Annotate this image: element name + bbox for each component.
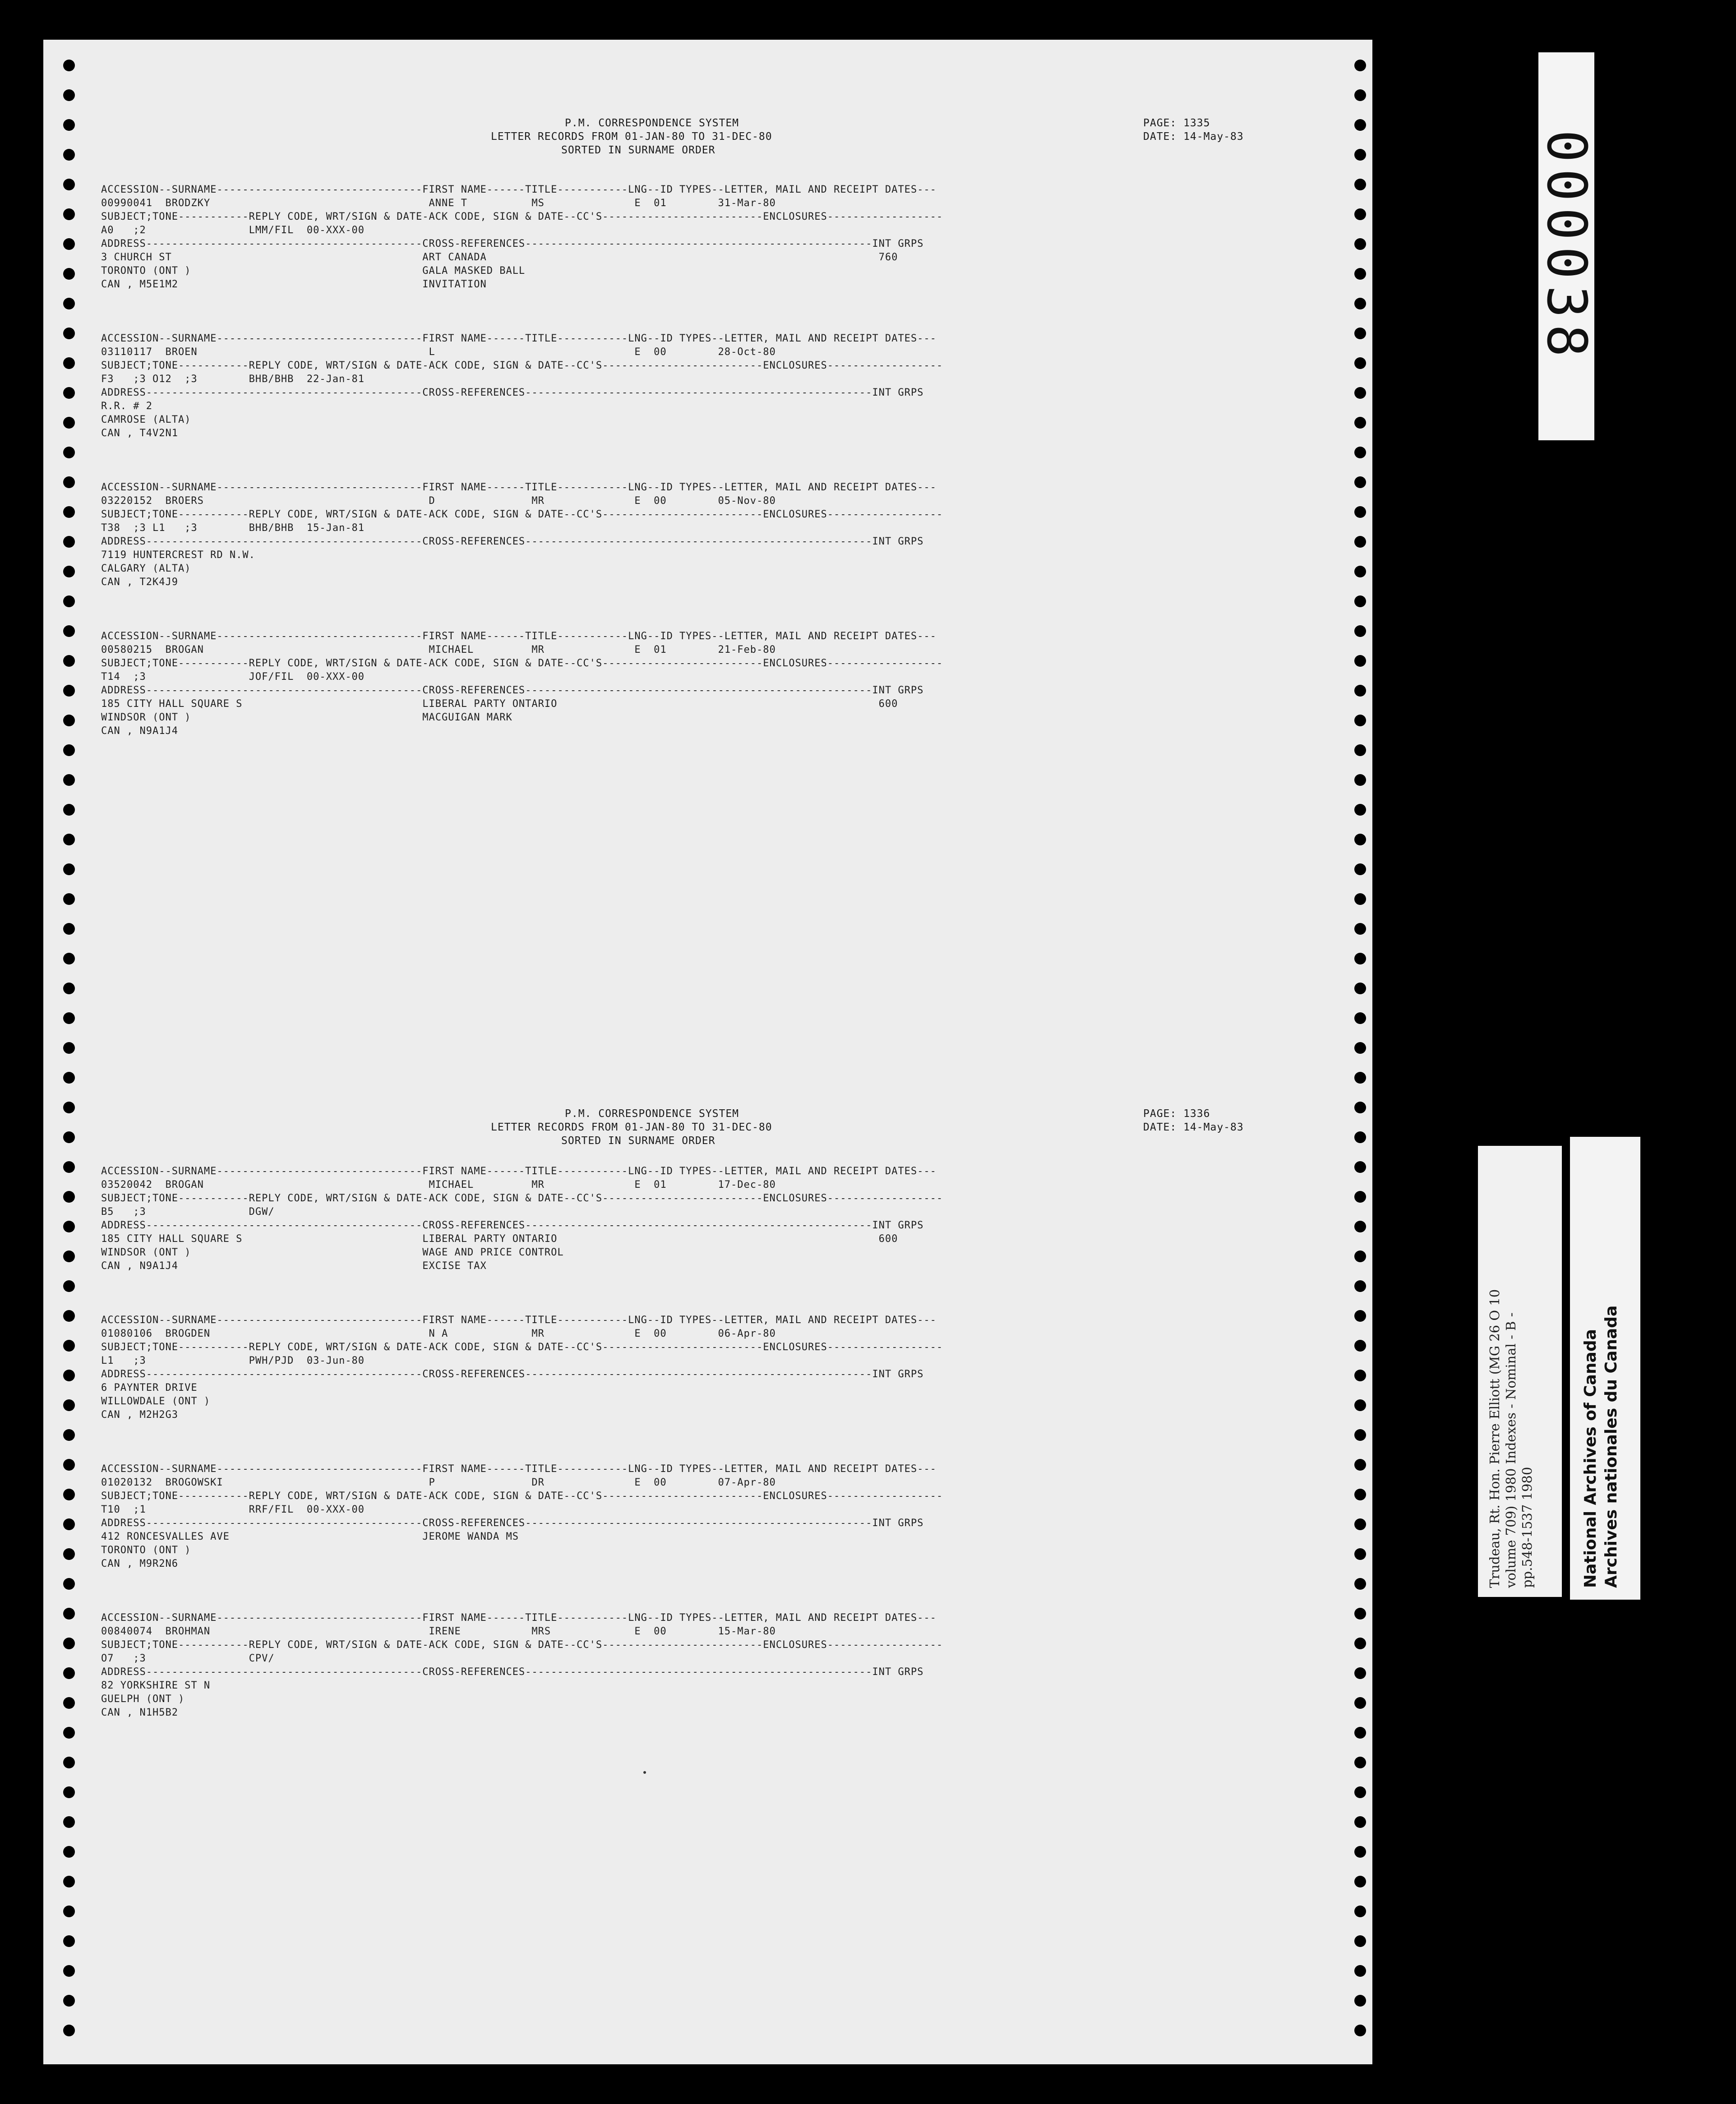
- tractor-hole: [63, 655, 75, 667]
- record-identity-row: 01020132 BROGOWSKI P DR E 00 07-Apr-80: [101, 1477, 776, 1488]
- record-address-line: 185 CITY HALL SQUARE S LIBERAL PARTY ONTARIO 600: [101, 1233, 898, 1245]
- record-header-row: ACCESSION--SURNAME--------------------------------FIRST NAME------TITLE-----------LNG--ID TYPES--LETTER, MAIL AND RECEIPT DATES---: [101, 1166, 937, 1177]
- tractor-hole: [1354, 1250, 1366, 1262]
- tractor-hole: [63, 1072, 75, 1084]
- tractor-hole: [63, 476, 75, 488]
- tractor-hole: [1354, 953, 1366, 964]
- tractor-hole: [1354, 1429, 1366, 1441]
- frame-number: 000038: [1535, 129, 1598, 363]
- record-header-row: ACCESSION--SURNAME--------------------------------FIRST NAME------TITLE-----------LNG--ID TYPES--LETTER, MAIL AND RECEIPT DATES---: [101, 482, 937, 493]
- tractor-hole: [1354, 1161, 1366, 1173]
- record-subject-row: B5 ;3 DGW/: [101, 1206, 275, 1218]
- record-address-line: TORONTO (ONT ): [101, 1545, 191, 1556]
- tractor-hole: [63, 1638, 75, 1649]
- tractor-hole: [1354, 1310, 1366, 1322]
- record-address-line: CAMROSE (ALTA): [101, 414, 191, 425]
- record-subject-row: O7 ;3 CPV/: [101, 1653, 275, 1664]
- record-header-row: ACCESSION--SURNAME--------------------------------FIRST NAME------TITLE-----------LNG--ID TYPES--LETTER, MAIL AND RECEIPT DATES---: [101, 184, 937, 195]
- record-address-line: TORONTO (ONT ) GALA MASKED BALL: [101, 265, 526, 277]
- tractor-hole: [1354, 89, 1366, 101]
- tractor-hole: [1354, 655, 1366, 667]
- record-subject-row: T38 ;3 L1 ;3 BHB/BHB 15-Jan-81: [101, 522, 365, 534]
- record-subject-header-row: SUBJECT;TONE-----------REPLY CODE, WRT/SIGN & DATE-ACK CODE, SIGN & DATE--CC'S-------------------------ENCLOSURES------------------: [101, 211, 943, 222]
- archive-name-fr: Archives nationales du Canada: [1602, 1305, 1621, 1588]
- catalog-line-2: volume 709) 1980 Indexes - Nominal - B -: [1503, 1312, 1519, 1588]
- tractor-hole: [1354, 715, 1366, 726]
- record-subject-row: T10 ;1 RRF/FIL 00-XXX-00: [101, 1504, 365, 1515]
- tractor-hole: [1354, 60, 1366, 71]
- tractor-hole: [1354, 1995, 1366, 2007]
- tractor-hole: [1354, 506, 1366, 518]
- record-identity-row: 00840074 BROHMAN IRENE MRS E 00 15-Mar-80: [101, 1626, 776, 1637]
- tractor-hole: [63, 1518, 75, 1530]
- record-identity-row: 01080106 BROGDEN N A MR E 00 06-Apr-80: [101, 1328, 776, 1339]
- tractor-hole: [63, 1102, 75, 1113]
- tractor-hole: [1354, 447, 1366, 458]
- printout-page: [43, 40, 1372, 2064]
- tractor-hole: [1354, 1935, 1366, 1947]
- tractor-hole: [1354, 1608, 1366, 1620]
- tractor-hole: [63, 1459, 75, 1471]
- record-subject-row: L1 ;3 PWH/PJD 03-Jun-80: [101, 1355, 365, 1366]
- record-address-line: CAN , N1H5B2: [101, 1707, 178, 1718]
- tractor-hole: [63, 1042, 75, 1054]
- tractor-hole: [63, 804, 75, 816]
- record-address-header-row: ADDRESS-------------------------------------------CROSS-REFERENCES------------------------------------------------------INT GRPS: [101, 536, 924, 547]
- tractor-hole: [1354, 238, 1366, 250]
- tractor-hole: [63, 744, 75, 756]
- frame-number-stamp: [1535, 52, 1598, 440]
- tractor-hole: [1354, 1578, 1366, 1590]
- tractor-hole: [1354, 298, 1366, 309]
- record-address-line: R.R. # 2: [101, 401, 152, 412]
- record-address-line: WINDSOR (ONT ) MACGUIGAN MARK: [101, 712, 512, 723]
- record-identity-row: 03520042 BROGAN MICHAEL MR E 01 17-Dec-80: [101, 1179, 776, 1190]
- record-header-row: ACCESSION--SURNAME--------------------------------FIRST NAME------TITLE-----------LNG--ID TYPES--LETTER, MAIL AND RECEIPT DATES---: [101, 333, 937, 344]
- record-identity-row: 03110117 BROEN L E 00 28-Oct-80: [101, 346, 776, 358]
- tractor-hole: [63, 1131, 75, 1143]
- tractor-hole: [63, 1250, 75, 1262]
- tractor-hole: [63, 1399, 75, 1411]
- tractor-hole: [63, 1548, 75, 1560]
- record-subject-row: A0 ;2 LMM/FIL 00-XXX-00: [101, 225, 365, 236]
- tractor-hole: [63, 1370, 75, 1381]
- tractor-hole: [63, 298, 75, 309]
- tractor-hole: [63, 1757, 75, 1768]
- record-header-row: ACCESSION--SURNAME--------------------------------FIRST NAME------TITLE-----------LNG--ID TYPES--LETTER, MAIL AND RECEIPT DATES---: [101, 631, 937, 642]
- report-date-range: LETTER RECORDS FROM 01-JAN-80 TO 31-DEC-80: [491, 1121, 772, 1133]
- record-address-line: CAN , N9A1J4: [101, 725, 178, 737]
- tractor-hole: [63, 1727, 75, 1739]
- tractor-hole: [63, 1906, 75, 1917]
- tractor-hole: [1354, 834, 1366, 845]
- tractor-hole: [63, 923, 75, 935]
- record-subject-header-row: SUBJECT;TONE-----------REPLY CODE, WRT/SIGN & DATE-ACK CODE, SIGN & DATE--CC'S-------------------------ENCLOSURES------------------: [101, 1639, 943, 1651]
- tractor-hole: [63, 1012, 75, 1024]
- tractor-hole: [63, 1995, 75, 2007]
- tractor-hole: [1354, 417, 1366, 429]
- tractor-hole: [63, 208, 75, 220]
- record-address-header-row: ADDRESS-------------------------------------------CROSS-REFERENCES------------------------------------------------------INT GRPS: [101, 1369, 924, 1380]
- record-subject-header-row: SUBJECT;TONE-----------REPLY CODE, WRT/SIGN & DATE-ACK CODE, SIGN & DATE--CC'S-------------------------ENCLOSURES------------------: [101, 1342, 943, 1353]
- tractor-hole: [63, 625, 75, 637]
- tractor-hole: [1354, 1786, 1366, 1798]
- tractor-hole: [1354, 1727, 1366, 1739]
- record-subject-header-row: SUBJECT;TONE-----------REPLY CODE, WRT/SIGN & DATE-ACK CODE, SIGN & DATE--CC'S-------------------------ENCLOSURES------------------: [101, 509, 943, 520]
- record-subject-row: F3 ;3 O12 ;3 BHB/BHB 22-Jan-81: [101, 374, 365, 385]
- tractor-hole: [63, 417, 75, 429]
- record-address-header-row: ADDRESS-------------------------------------------CROSS-REFERENCES------------------------------------------------------INT GRPS: [101, 238, 924, 249]
- tractor-hole: [1354, 208, 1366, 220]
- tractor-hole: [63, 1667, 75, 1679]
- tractor-hole: [63, 60, 75, 71]
- tractor-hole: [1354, 328, 1366, 339]
- tractor-hole: [1354, 893, 1366, 905]
- tractor-hole: [1354, 1757, 1366, 1768]
- tractor-hole: [1354, 179, 1366, 190]
- tractor-hole: [1354, 1370, 1366, 1381]
- archive-name-label: [1570, 1137, 1640, 1600]
- record-address-line: 3 CHURCH ST ART CANADA 760: [101, 252, 898, 263]
- tractor-hole: [63, 1489, 75, 1500]
- tractor-hole: [63, 1429, 75, 1441]
- tractor-hole: [63, 1876, 75, 1887]
- tractor-hole: [63, 863, 75, 875]
- tractor-hole: [1354, 1489, 1366, 1500]
- record-header-row: ACCESSION--SURNAME--------------------------------FIRST NAME------TITLE-----------LNG--ID TYPES--LETTER, MAIL AND RECEIPT DATES---: [101, 1315, 937, 1326]
- tractor-hole: [63, 506, 75, 518]
- tractor-hole: [63, 1280, 75, 1292]
- record-address-line: 82 YORKSHIRE ST N: [101, 1680, 211, 1691]
- tractor-hole: [1354, 1012, 1366, 1024]
- tractor-hole: [1354, 1131, 1366, 1143]
- tractor-hole: [63, 387, 75, 399]
- tractor-hole: [1354, 923, 1366, 935]
- tractor-hole: [63, 1578, 75, 1590]
- tractor-hole: [1354, 1697, 1366, 1709]
- tractor-hole: [1354, 863, 1366, 875]
- report-system-title: P.M. CORRESPONDENCE SYSTEM: [565, 1108, 739, 1120]
- tractor-hole: [63, 238, 75, 250]
- tractor-hole: [63, 685, 75, 697]
- tractor-hole: [1354, 983, 1366, 994]
- tractor-hole: [63, 328, 75, 339]
- tractor-hole: [1354, 1459, 1366, 1471]
- tractor-hole: [1354, 625, 1366, 637]
- tractor-hole: [1354, 1221, 1366, 1232]
- record-address-line: 185 CITY HALL SQUARE S LIBERAL PARTY ONTARIO 600: [101, 698, 898, 710]
- tractor-hole: [63, 1697, 75, 1709]
- tractor-hole: [1354, 387, 1366, 399]
- archive-catalog-label: [1478, 1146, 1562, 1597]
- record-subject-header-row: SUBJECT;TONE-----------REPLY CODE, WRT/SIGN & DATE-ACK CODE, SIGN & DATE--CC'S-------------------------ENCLOSURES------------------: [101, 1193, 943, 1204]
- record-address-header-row: ADDRESS-------------------------------------------CROSS-REFERENCES------------------------------------------------------INT GRPS: [101, 1518, 924, 1529]
- tractor-hole: [1354, 476, 1366, 488]
- tractor-hole: [1354, 2025, 1366, 2036]
- tractor-hole: [1354, 357, 1366, 369]
- tractor-hole: [1354, 536, 1366, 548]
- record-header-row: ACCESSION--SURNAME--------------------------------FIRST NAME------TITLE-----------LNG--ID TYPES--LETTER, MAIL AND RECEIPT DATES---: [101, 1463, 937, 1475]
- record-address-line: CALGARY (ALTA): [101, 563, 191, 574]
- tractor-hole: [1354, 1906, 1366, 1917]
- tractor-hole: [1354, 744, 1366, 756]
- catalog-line-3: pp.548-1537 1980: [1519, 1467, 1535, 1588]
- record-address-line: WILLOWDALE (ONT ): [101, 1396, 211, 1407]
- tractor-hole: [63, 447, 75, 458]
- tractor-hole: [63, 1310, 75, 1322]
- record-address-line: CAN , N9A1J4 EXCISE TAX: [101, 1260, 487, 1272]
- tractor-hole: [1354, 1072, 1366, 1084]
- tractor-hole: [1354, 1816, 1366, 1828]
- record-address-line: CAN , M2H2G3: [101, 1409, 178, 1421]
- report-print-date: DATE: 14-May-83: [1143, 1121, 1244, 1133]
- record-address-header-row: ADDRESS-------------------------------------------CROSS-REFERENCES------------------------------------------------------INT GRPS: [101, 685, 924, 696]
- tractor-hole: [1354, 1102, 1366, 1113]
- tractor-hole: [63, 1846, 75, 1858]
- record-address-line: CAN , M5E1M2 INVITATION: [101, 279, 487, 290]
- tractor-hole: [1354, 1191, 1366, 1203]
- tractor-hole: [1354, 1846, 1366, 1858]
- tractor-hole: [63, 893, 75, 905]
- tractor-hole: [1354, 1876, 1366, 1887]
- tractor-hole: [63, 595, 75, 607]
- report-sort-order: SORTED IN SURNAME ORDER: [561, 1135, 716, 1147]
- tractor-hole: [63, 1191, 75, 1203]
- tractor-hole: [1354, 1667, 1366, 1679]
- tractor-hole: [63, 1161, 75, 1173]
- tractor-hole: [1354, 804, 1366, 816]
- catalog-line-1: Trudeau, Rt. Hon. Pierre Elliott (MG 26 O 10: [1487, 1289, 1502, 1588]
- tractor-hole: [1354, 149, 1366, 161]
- tractor-hole: [63, 268, 75, 280]
- record-address-line: 6 PAYNTER DRIVE: [101, 1382, 198, 1393]
- ink-speck: [643, 1771, 646, 1774]
- record-identity-row: 03220152 BROERS D MR E 00 05-Nov-80: [101, 495, 776, 507]
- tractor-hole: [63, 1221, 75, 1232]
- record-address-line: CAN , T2K4J9: [101, 577, 178, 588]
- tractor-hole: [1354, 1638, 1366, 1649]
- report-system-title: P.M. CORRESPONDENCE SYSTEM: [565, 117, 739, 129]
- tractor-hole: [63, 983, 75, 994]
- tractor-hole: [1354, 774, 1366, 786]
- tractor-hole: [63, 566, 75, 577]
- record-subject-header-row: SUBJECT;TONE-----------REPLY CODE, WRT/SIGN & DATE-ACK CODE, SIGN & DATE--CC'S-------------------------ENCLOSURES------------------: [101, 658, 943, 669]
- record-header-row: ACCESSION--SURNAME--------------------------------FIRST NAME------TITLE-----------LNG--ID TYPES--LETTER, MAIL AND RECEIPT DATES---: [101, 1612, 937, 1624]
- tractor-hole: [63, 953, 75, 964]
- tractor-hole: [63, 2025, 75, 2036]
- tractor-hole: [1354, 268, 1366, 280]
- tractor-hole: [63, 715, 75, 726]
- tractor-hole: [63, 119, 75, 131]
- tractor-hole: [63, 89, 75, 101]
- record-address-line: 7119 HUNTERCREST RD N.W.: [101, 549, 255, 561]
- tractor-hole: [63, 1816, 75, 1828]
- tractor-hole: [1354, 1280, 1366, 1292]
- tractor-hole: [1354, 1042, 1366, 1054]
- tractor-hole: [1354, 1340, 1366, 1352]
- record-address-header-row: ADDRESS-------------------------------------------CROSS-REFERENCES------------------------------------------------------INT GRPS: [101, 387, 924, 398]
- tractor-hole: [63, 1340, 75, 1352]
- record-address-line: CAN , T4V2N1: [101, 428, 178, 439]
- tractor-hole: [63, 536, 75, 548]
- record-address-line: WINDSOR (ONT ) WAGE AND PRICE CONTROL: [101, 1247, 564, 1258]
- report-page-number: PAGE: 1336: [1143, 1108, 1210, 1120]
- tractor-hole: [1354, 595, 1366, 607]
- tractor-hole: [63, 834, 75, 845]
- record-subject-row: T14 ;3 JOF/FIL 00-XXX-00: [101, 671, 365, 683]
- report-sort-order: SORTED IN SURNAME ORDER: [561, 144, 716, 156]
- record-address-header-row: ADDRESS-------------------------------------------CROSS-REFERENCES------------------------------------------------------INT GRPS: [101, 1666, 924, 1678]
- tractor-hole: [1354, 119, 1366, 131]
- tractor-hole: [1354, 1518, 1366, 1530]
- report-date-range: LETTER RECORDS FROM 01-JAN-80 TO 31-DEC-80: [491, 131, 772, 143]
- record-address-line: 412 RONCESVALLES AVE JEROME WANDA MS: [101, 1531, 519, 1542]
- tractor-hole: [1354, 1399, 1366, 1411]
- report-page-number: PAGE: 1335: [1143, 117, 1210, 129]
- tractor-hole: [1354, 566, 1366, 577]
- record-address-line: CAN , M9R2N6: [101, 1558, 178, 1569]
- record-identity-row: 00580215 BROGAN MICHAEL MR E 01 21-Feb-80: [101, 644, 776, 655]
- tractor-hole: [63, 1935, 75, 1947]
- archive-name-en: National Archives of Canada: [1581, 1329, 1600, 1588]
- record-subject-header-row: SUBJECT;TONE-----------REPLY CODE, WRT/SIGN & DATE-ACK CODE, SIGN & DATE--CC'S-------------------------ENCLOSURES------------------: [101, 1490, 943, 1502]
- tractor-hole: [63, 1965, 75, 1977]
- tractor-hole: [63, 357, 75, 369]
- tractor-hole: [63, 1608, 75, 1620]
- tractor-hole: [63, 179, 75, 190]
- tractor-hole: [63, 1786, 75, 1798]
- tractor-hole: [63, 774, 75, 786]
- record-address-line: GUELPH (ONT ): [101, 1693, 185, 1705]
- record-address-header-row: ADDRESS-------------------------------------------CROSS-REFERENCES------------------------------------------------------INT GRPS: [101, 1220, 924, 1231]
- report-print-date: DATE: 14-May-83: [1143, 131, 1244, 143]
- record-identity-row: 00990041 BRODZKY ANNE T MS E 01 31-Mar-80: [101, 198, 776, 209]
- tractor-hole: [1354, 1548, 1366, 1560]
- tractor-hole: [1354, 1965, 1366, 1977]
- tractor-hole: [1354, 685, 1366, 697]
- record-subject-header-row: SUBJECT;TONE-----------REPLY CODE, WRT/SIGN & DATE-ACK CODE, SIGN & DATE--CC'S-------------------------ENCLOSURES------------------: [101, 360, 943, 371]
- tractor-hole: [63, 149, 75, 161]
